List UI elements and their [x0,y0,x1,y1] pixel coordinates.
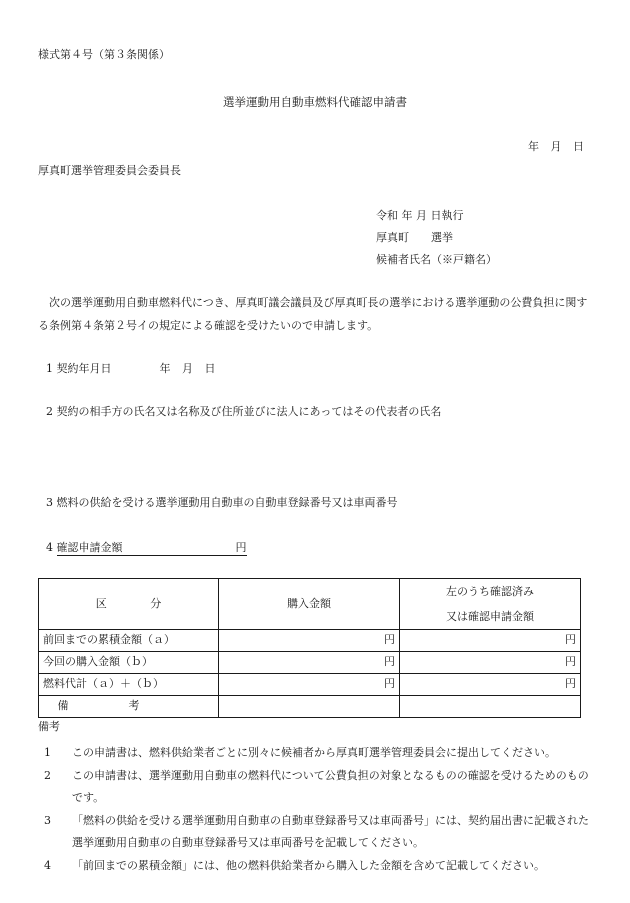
notes-list [38,742,598,878]
note-number: 3 [44,814,51,827]
note-text: この申請書は、燃料供給業者ごとに別々に候補者から厚真町選挙管理委員会に提出してください。 [72,746,556,759]
header-purchase-amount: 購入金額 [219,579,400,630]
purchase-amount-cell[interactable]: 円 [219,674,400,696]
confirmed-amount-cell[interactable]: 円 [400,652,581,674]
contractor-item: 2 契約の相手方の氏名又は名称及び住所並びに法人にあってはその代表者の氏名 [46,405,442,418]
election-name: 厚真町 選挙 [376,231,453,244]
requested-amount-number: 4 [46,541,53,554]
requested-amount-label: 確認申請金額 [56,541,123,554]
contract-date-item [46,362,216,376]
table-row [39,652,581,674]
confirmed-amount-cell[interactable]: 円 [400,674,581,696]
table-row [39,674,581,696]
note-item [38,742,598,764]
application-statement: 次の選挙運動用自動車燃料代につき、厚真町議会議員及び厚真町長の選挙における選挙運動の公費負担に関する条例第４条第２号イの規定による確認を受けたいので申請します。 [38,296,588,332]
header-category: 区 分 [39,579,219,630]
confirmed-amount-cell[interactable]: 円 [400,630,581,652]
amount-table [38,578,581,718]
application-date: 年 月 日 [528,140,584,153]
note-number: 4 [44,859,51,872]
candidate-name-label: 候補者氏名（※戸籍名） [376,253,497,266]
note-number: 1 [44,746,51,759]
purchase-amount-cell[interactable]: 円 [219,652,400,674]
purchase-amount-cell[interactable]: 円 [219,630,400,652]
document-title: 選挙運動用自動車燃料代確認申請書 [223,95,407,109]
contract-date-value: 年 月 日 [159,362,216,375]
remarks-row-label-text: 備考 [57,699,200,713]
note-text: 「前回までの累積金額」には、他の燃料供給業者から購入した金額を含めて記載してください。 [72,859,545,872]
requested-amount-item [46,541,247,555]
note-item [38,810,598,854]
note-number: 2 [44,769,51,782]
election-date: 令和 年 月 日執行 [376,209,464,222]
vehicle-number-item: 3 燃料の供給を受ける選挙運動用自動車の自動車登録番号又は車両番号 [46,496,398,509]
row-label: 今回の購入金額（ｂ） [39,652,219,674]
recipient-name: 厚真町選挙管理委員会委員長 [38,164,181,177]
table-remarks-row [39,696,581,718]
notes-title: 備考 [38,720,60,733]
election-info [376,209,497,275]
requested-amount-unit: 円 [235,541,247,554]
remarks-row-label [39,696,219,718]
note-item [38,855,598,877]
row-label: 燃料代計（ａ）＋（ｂ） [39,674,219,696]
requested-amount-field[interactable] [57,541,247,556]
table-header-row [39,579,581,630]
note-item [38,765,598,809]
header-confirmed-line1: 左のうち確認済み [446,585,534,598]
form-number-label: 様式第４号（第３条関係） [38,48,170,61]
contract-date-label: 1 契約年月日 [46,362,112,375]
table-row [39,630,581,652]
header-confirmed-amount [400,579,581,630]
header-confirmed-line2: 又は確認申請金額 [446,610,534,623]
remarks-cell[interactable] [400,696,581,718]
note-text: 「燃料の供給を受ける選挙運動用自動車の自動車登録番号又は車両番号」には、契約届出書に記載された選挙運動用自動車の自動車登録番号又は車両番号を記載してください。 [72,814,589,849]
row-label: 前回までの累積金額（ａ） [39,630,219,652]
note-text: この申請書は、選挙運動用自動車の燃料代について公費負担の対象となるものの確認を受けるためのものです。 [72,769,589,804]
remarks-cell[interactable] [219,696,400,718]
